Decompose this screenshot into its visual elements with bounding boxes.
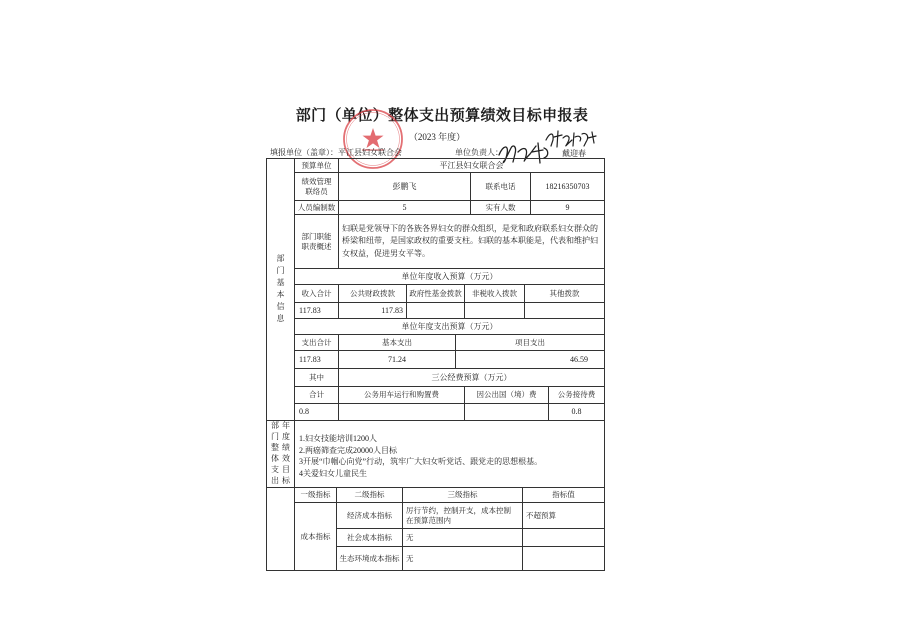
income-header: 其他拨款 — [524, 284, 605, 303]
goals-list — [294, 420, 605, 488]
income-value: 117.83 — [294, 302, 339, 319]
expense-header: 基本支出 — [338, 334, 456, 351]
budget-unit-value: 平江县妇女联合会 — [338, 158, 605, 173]
income-header: 非税收入拨款 — [464, 284, 525, 303]
leader-name: 戴迎春 — [562, 149, 586, 158]
staff-quota-value: 5 — [338, 200, 471, 215]
three-public-value — [464, 403, 549, 421]
staff-quota-label: 人员编制数 — [294, 200, 339, 215]
contact-value: 彭鹏飞 — [338, 172, 471, 201]
three-public-value — [338, 403, 465, 421]
three-public-header: 因公出国（境）费 — [464, 386, 549, 404]
three-public-header: 合计 — [294, 386, 339, 404]
three-public-row-label: 其中 — [294, 368, 339, 387]
section-goals-label-col1: 部门整体支出 — [270, 421, 280, 487]
duty-label: 部门职能职责概述 — [301, 231, 332, 251]
section-basic-info-label: 部门基本信息 — [276, 253, 285, 326]
three-public-value: 0.8 — [294, 403, 339, 421]
indicator-value: 不超预算 — [522, 502, 605, 529]
phone-label: 联系电话 — [470, 172, 531, 201]
three-public-header: 公务用车运行和购置费 — [338, 386, 465, 404]
indicator-level1: 成本指标 — [294, 502, 337, 571]
budget-unit-label: 预算单位 — [294, 158, 339, 173]
indicator-header: 一级指标 — [294, 487, 337, 503]
indicator-value — [522, 528, 605, 547]
duty-text: 妇联是党领导下的各族各界妇女的群众组织，是党和政府联系妇女群众的桥梁和纽带，是国家政权的重要支柱。妇联的基本职能是，代表和维护妇女权益，促进男女平等。 — [338, 214, 605, 269]
indicator-level2: 社会成本指标 — [336, 528, 403, 547]
expense-value: 71.24 — [338, 350, 456, 369]
expense-header: 项目支出 — [455, 334, 605, 351]
income-value — [524, 302, 605, 319]
section-goals — [266, 420, 295, 488]
staff-actual-label: 实有人数 — [470, 200, 531, 215]
goal-item: 2.两癌筛查完成20000人目标 — [299, 445, 397, 455]
page-subtitle: （2023 年度） — [408, 132, 466, 142]
three-public-header: 公务接待费 — [548, 386, 605, 404]
three-public-value: 0.8 — [548, 403, 605, 421]
staff-actual-value: 9 — [530, 200, 605, 215]
indicator-level2: 经济成本指标 — [336, 502, 403, 529]
section-basic-info — [266, 158, 295, 421]
expense-value: 46.59 — [455, 350, 605, 369]
filler-label: 填报单位（盖章）： — [270, 148, 338, 157]
duty-label-cell — [294, 214, 339, 269]
indicator-level3: 无 — [402, 546, 523, 571]
page-title: 部门（单位）整体支出预算绩效目标申报表 — [295, 108, 589, 124]
phone-value: 18216350703 — [530, 172, 605, 201]
indicator-level2: 生态环境成本指标 — [336, 546, 403, 571]
expense-budget-title: 单位年度支出预算（万元） — [294, 318, 605, 335]
income-value — [406, 302, 465, 319]
indicator-value — [522, 546, 605, 571]
contact-label: 绩效管理联络员 — [301, 176, 332, 196]
signature-icon — [544, 128, 600, 150]
income-budget-title: 单位年度收入预算（万元） — [294, 268, 605, 285]
indicator-level3: 无 — [402, 528, 523, 547]
goal-item: 1.妇女技能培训1200人 — [299, 434, 377, 443]
goal-item: 3开展“巾帼心向党”行动，筑牢广大妇女听党话、跟党走的思想根基。 — [299, 457, 543, 466]
leader-label: 单位负责人： — [455, 148, 503, 157]
contact-label-cell — [294, 172, 339, 201]
three-public-title: 三公经费预算（万元） — [338, 368, 605, 387]
indicator-header: 三级指标 — [402, 487, 523, 503]
performance-table — [266, 158, 605, 571]
section-goals-label-col2: 年度绩效目标 — [281, 421, 291, 487]
indicator-header: 二级指标 — [336, 487, 403, 503]
indicator-header: 指标值 — [522, 487, 605, 503]
income-header: 政府性基金拨款 — [406, 284, 465, 303]
expense-value: 117.83 — [294, 350, 339, 369]
goal-item: 4关爱妇女儿童民生 — [299, 468, 367, 478]
income-header: 公共财政拨款 — [338, 284, 407, 303]
filler-value: 平江县妇女联合会 — [338, 148, 402, 157]
expense-header: 支出合计 — [294, 334, 339, 351]
section-indicators-blank — [266, 487, 295, 571]
indicator-level3: 厉行节约，控制开支，成本控制在预算范围内 — [402, 502, 523, 529]
income-value — [464, 302, 525, 319]
income-header: 收入合计 — [294, 284, 339, 303]
income-value: 117.83 — [338, 302, 407, 319]
